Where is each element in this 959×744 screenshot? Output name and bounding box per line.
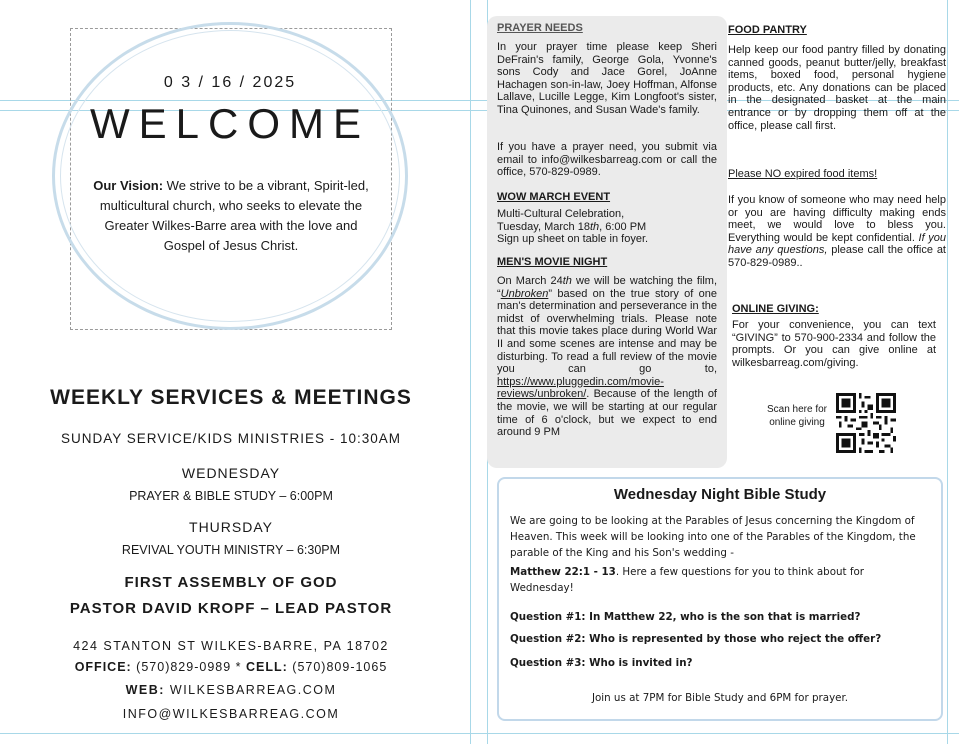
wow-heading: WOW MARCH EVENT: [497, 191, 611, 203]
bible-study-title: Wednesday Night Bible Study: [613, 486, 827, 503]
question-2: Question #2: Who is represented by those who reject the offer?: [510, 633, 882, 645]
thursday-detail: REVIVAL YOUTH MINISTRY – 6:30PM: [121, 543, 341, 557]
prayer-body: In your prayer time please keep Sheri DeFrain's family, George Gola, Yvonne's sons Cody and Jace Gorel, JoAnne Hachagen son-in-law, Joey Hoffman, Alfonse Lallave, Lucille Legge, Kim Longfoot's sister, Tina Quinones, and Susan Wade's family.: [497, 41, 717, 116]
welcome-title: WELCOME: [89, 100, 370, 147]
wow-line-3: Sign up sheet on table in foyer.: [497, 233, 649, 246]
giving-body: For your convenience, you can text “GIVING” to 570-900-2334 and follow the prompts. Or you can give online at wilkesbarreag.com/giving.: [732, 319, 936, 369]
bible-study-invite: Join us at 7PM for Bible Study and 6PM for prayer.: [591, 692, 849, 704]
web-label: WEB:: [125, 683, 165, 697]
wow-line-2: Tuesday, March 18th, 6:00 PM: [497, 220, 647, 233]
scan-label: Scan here for online giving: [766, 404, 828, 428]
vision-text: We strive to be a vibrant, Spirit-led, multicultural church, who seeks to elevate the Greater Wilkes-Barre area with the love and Gospel of Jesus Christ.: [99, 178, 369, 253]
services-title: WEEKLY SERVICES & MEETINGS: [50, 386, 412, 409]
office-label: OFFICE:: [74, 660, 132, 674]
food-pantry-heading: FOOD PANTRY: [728, 24, 807, 36]
wow-body: [497, 208, 717, 246]
review-link[interactable]: https://www.pluggedin.com/movie-reviews/unbroken/: [497, 375, 664, 401]
phone-numbers: [0, 660, 462, 674]
cell-phone: (570)809-1065: [287, 660, 388, 674]
bible-study-intro: We are going to be looking at the Parables of Jesus concerning the Kingdom of Heaven. This week will be looking into one of the Parables of the Kingdom, the parable of the King and his Son's wedding -: [510, 515, 916, 559]
food-help-body: If you know of someone who may need help or you are having difficulty making ends meet, we would love to bless you. Everything would be kept confidential. If you have any questions, please call the office at 570-829-0989..: [728, 194, 946, 269]
question-3: Question #3: Who is invited in?: [510, 657, 693, 669]
vision-label: Our Vision:: [93, 178, 164, 193]
church-address: 424 STANTON ST WILKES-BARRE, PA 18702: [73, 639, 389, 653]
qr-code-icon[interactable]: [836, 393, 896, 453]
guide-line: [947, 0, 948, 744]
wow-line-1: Multi-Cultural Celebration,: [497, 208, 625, 220]
food-pantry-body: Help keep our food pantry filled by donating canned goods, peanut butter/jelly, breakfast items, boxed food, personal hygiene products, etc. Any donations can be placed in the designated basket at the main entrance or by dropping them off at the office, please call first.: [728, 44, 946, 132]
pastor-name: PASTOR DAVID KROPF – LEAD PASTOR: [69, 600, 393, 617]
church-name: FIRST ASSEMBLY OF GOD: [124, 574, 338, 591]
movie-body: On March 24th we will be watching the film, “Unbroken” based on the true story of one man's determination and perseverance in the midst of overwhelming trials. Please note that this movie takes place during World War II and some scenes are intense and may be disturbing. To read a full review of the movie you can go to, https://www.pluggedin.com/movie-reviews/unbroken/. Because of the length of the movie, we will be starting at our regular time of 6 o'clock, but we expect to end around 9 PM: [497, 275, 717, 439]
wednesday-heading: WEDNESDAY: [181, 465, 281, 481]
website: [0, 683, 462, 697]
office-phone: (570)829-0989 *: [131, 660, 246, 674]
wednesday-detail: PRAYER & BIBLE STUDY – 6:00PM: [129, 489, 333, 503]
email-address[interactable]: INFO@WILKESBARREAG.COM: [122, 707, 340, 721]
prayer-request-info: If you have a prayer need, you submit via email to info@wilkesbarreag.com or call the office, 570-829-0989.: [497, 141, 717, 179]
sunday-service: SUNDAY SERVICE/KIDS MINISTRIES - 10:30AM: [60, 431, 402, 446]
guide-line: [0, 733, 959, 734]
movie-heading: MEN'S MOVIE NIGHT: [497, 256, 608, 268]
thursday-heading: THURSDAY: [189, 519, 273, 535]
giving-heading: ONLINE GIVING:: [732, 303, 819, 315]
question-1: Question #1: In Matthew 22, who is the son that is married?: [510, 611, 861, 623]
cell-label: CELL:: [246, 660, 288, 674]
web-address[interactable]: WILKESBARREAG.COM: [164, 683, 337, 697]
guide-line: [470, 0, 471, 744]
prayer-heading: PRAYER NEEDS: [497, 22, 583, 34]
bible-study-reference: Matthew 22:1 - 13. Here a few questions for you to think about for Wednesday!: [510, 566, 865, 594]
film-title: Unbroken: [500, 287, 549, 300]
food-pantry-note: Please NO expired food items!: [728, 168, 878, 180]
bulletin-date: 0 3 / 16 / 2025: [163, 74, 297, 91]
vision-statement: [86, 176, 376, 256]
